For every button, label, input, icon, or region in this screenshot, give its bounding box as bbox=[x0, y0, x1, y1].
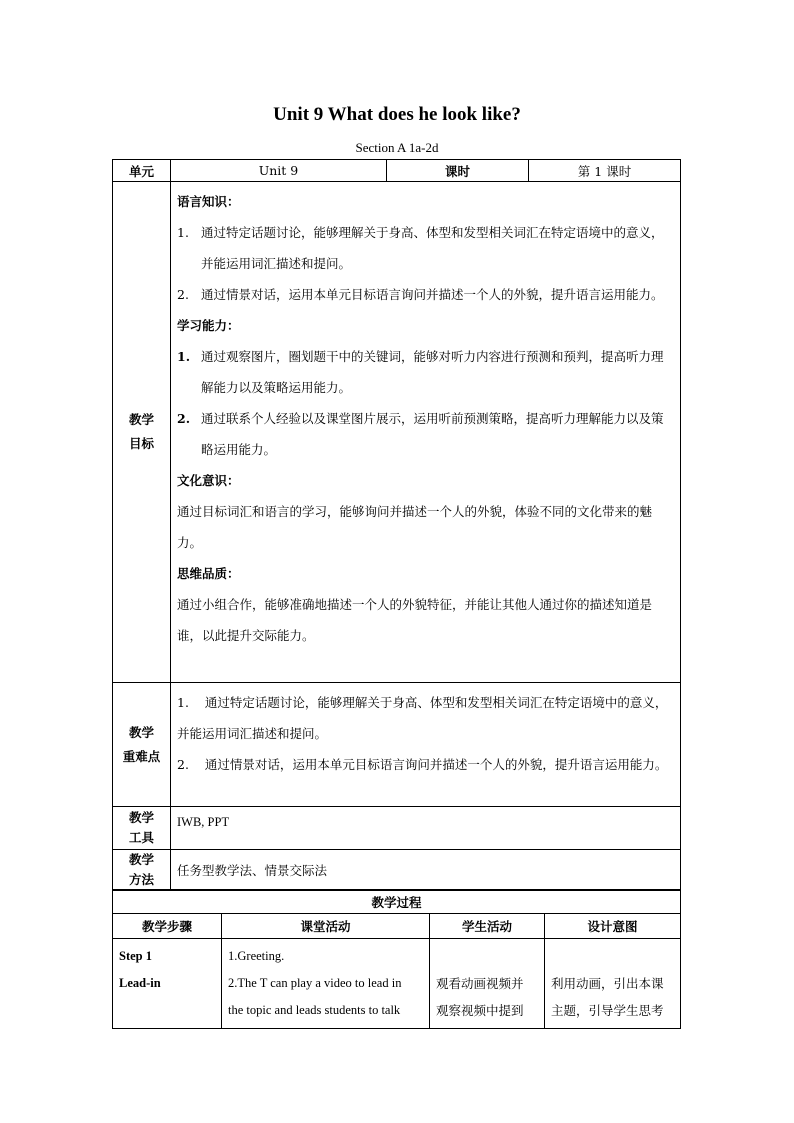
column-header-student: 学生活动 bbox=[430, 914, 545, 939]
objectives-row bbox=[113, 182, 681, 683]
column-header-activity: 课堂活动 bbox=[222, 914, 430, 939]
unit-value: Unit 9 bbox=[171, 160, 387, 182]
learning-item bbox=[177, 403, 674, 465]
list-text: 通过联系个人经验以及课堂图片展示，运用听前预测策略，提高听力理解能力以及策略运用能力。 bbox=[201, 411, 664, 457]
activity-cell bbox=[222, 939, 430, 1029]
activity-line: 1.Greeting. bbox=[228, 949, 285, 963]
methods-label bbox=[113, 850, 171, 891]
intent-line: 主题，引导学生思考 bbox=[551, 1003, 664, 1018]
language-item bbox=[177, 217, 674, 279]
period-value: 第 1 课时 bbox=[529, 160, 681, 182]
tools-label bbox=[113, 807, 171, 850]
culture-text: 通过目标词汇和语言的学习，能够询问并描述一个人的外貌，体验不同的文化带来的魅力。 bbox=[177, 504, 653, 550]
list-number: 1. bbox=[177, 225, 189, 240]
tools-value: IWB, PPT bbox=[171, 807, 681, 850]
process-heading: 教学过程 bbox=[113, 890, 681, 914]
column-header-intent: 设计意图 bbox=[545, 914, 681, 939]
step-line2: Lead-in bbox=[119, 976, 161, 990]
key-points-label-line1: 教学 bbox=[128, 724, 154, 740]
list-number: 2. bbox=[177, 411, 191, 426]
list-number: 1. bbox=[177, 349, 191, 364]
key-point-item bbox=[177, 749, 674, 780]
list-number: 2. bbox=[177, 757, 189, 772]
process-heading-row bbox=[113, 890, 681, 914]
methods-label-line2: 方法 bbox=[128, 872, 154, 887]
objectives-label-line2: 目标 bbox=[128, 436, 154, 451]
methods-label-line1: 教学 bbox=[128, 852, 154, 867]
methods-value: 任务型教学法、情景交际法 bbox=[171, 850, 681, 891]
activity-line: the topic and leads students to talk bbox=[228, 1003, 401, 1017]
list-text: 通过情景对话，运用本单元目标语言询问并描述一个人的外貌，提升语言运用能力。 bbox=[204, 757, 668, 772]
tools-row bbox=[113, 807, 681, 850]
objectives-label-line1: 教学 bbox=[128, 412, 154, 427]
tools-label-line1: 教学 bbox=[128, 810, 154, 825]
page-subtitle: Section A 1a-2d bbox=[355, 140, 439, 155]
learning-item bbox=[177, 341, 674, 403]
step-line1: Step 1 bbox=[119, 949, 152, 963]
process-table bbox=[112, 889, 681, 1029]
thinking-text: 通过小组合作，能够准确地描述一个人的外貌特征，并能让其他人通过你的描述知道是谁，以此提升交际能力。 bbox=[177, 597, 653, 643]
thinking-heading: 思维品质： bbox=[177, 566, 240, 581]
student-cell bbox=[430, 939, 545, 1029]
tools-label-line2: 工具 bbox=[128, 830, 154, 845]
student-line: 观察视频中提到 bbox=[436, 1003, 524, 1018]
column-header-step: 教学步骤 bbox=[113, 914, 222, 939]
list-text: 通过情景对话，运用本单元目标语言询问并描述一个人的外貌，提升语言运用能力。 bbox=[201, 287, 664, 302]
period-label: 课时 bbox=[387, 160, 529, 182]
unit-row bbox=[113, 160, 681, 182]
learning-ability-heading: 学习能力： bbox=[177, 318, 240, 333]
list-text: 通过特定话题讨论，能够理解关于身高、体型和发型相关词汇在特定语境中的意义，并能运用词汇描述和提问。 bbox=[201, 225, 664, 271]
list-text: 通过特定话题讨论，能够理解关于身高、体型和发型相关词汇在特定语境中的意义，并能运用词汇描述和提问。 bbox=[177, 695, 668, 741]
intent-line: 利用动画，引出本课 bbox=[551, 976, 664, 991]
key-points-label bbox=[113, 683, 171, 807]
step-cell bbox=[113, 939, 222, 1029]
culture-heading: 文化意识： bbox=[177, 473, 240, 488]
table-row bbox=[113, 939, 681, 1029]
process-column-header-row bbox=[113, 914, 681, 939]
key-point-item bbox=[177, 687, 674, 749]
list-number: 2. bbox=[177, 287, 189, 302]
language-item bbox=[177, 279, 674, 310]
methods-row bbox=[113, 850, 681, 891]
list-text: 通过观察图片，圈划题干中的关键词，能够对听力内容进行预测和预判，提高听力理解能力以及策略运用能力。 bbox=[201, 349, 664, 395]
language-knowledge-heading: 语言知识： bbox=[177, 194, 240, 209]
list-number: 1. bbox=[177, 695, 189, 710]
lesson-plan-table bbox=[112, 159, 681, 891]
activity-line: 2.The T can play a video to lead in bbox=[228, 976, 402, 990]
key-points-row bbox=[113, 683, 681, 807]
objectives-content bbox=[171, 182, 681, 683]
intent-cell bbox=[545, 939, 681, 1029]
key-points-label-line2: 重难点 bbox=[122, 748, 161, 764]
student-line: 观看动画视频并 bbox=[436, 976, 524, 991]
page-title: Unit 9 What does he look like? bbox=[273, 104, 521, 125]
key-points-content bbox=[171, 683, 681, 807]
unit-label: 单元 bbox=[113, 160, 171, 182]
objectives-label bbox=[113, 182, 171, 683]
